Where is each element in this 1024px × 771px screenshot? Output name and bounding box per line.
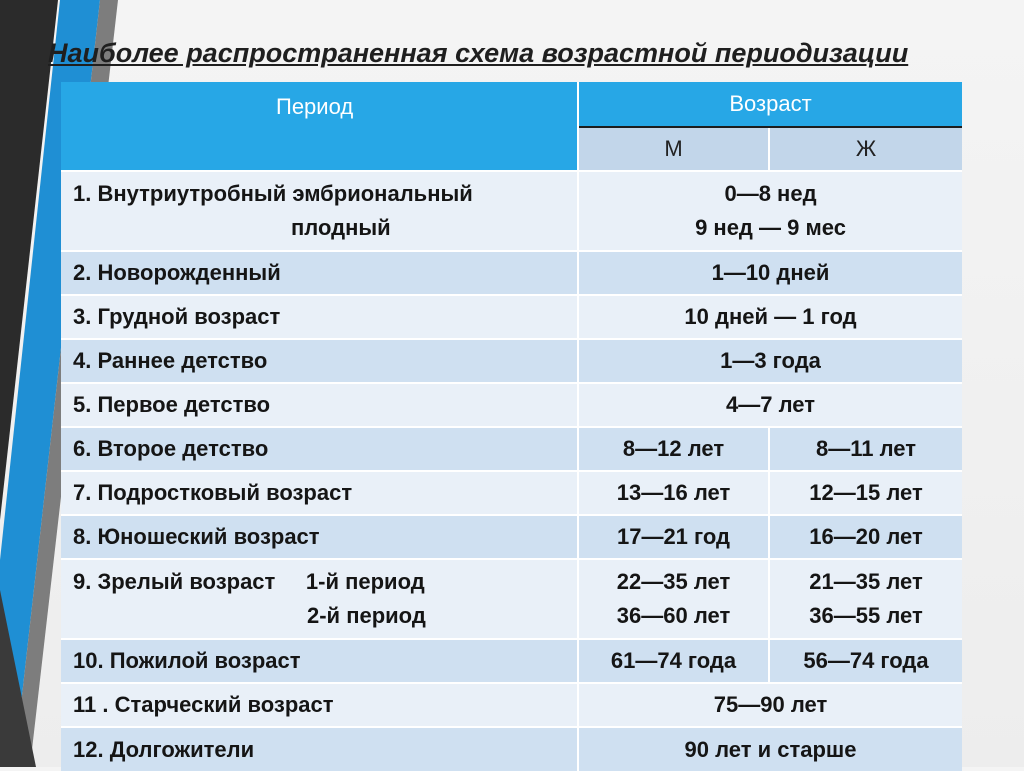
period-name-line: 2-й период bbox=[307, 603, 426, 628]
age-value: 1—3 года bbox=[578, 339, 962, 383]
age-value: 4—7 лет bbox=[578, 383, 962, 427]
page-title: Наиболее распространенная схема возрастной периодизации bbox=[48, 38, 909, 68]
period-name-line: 9. Зрелый возраст 1-й период bbox=[73, 569, 425, 594]
period-name: 11 . Старческий возраст bbox=[61, 683, 578, 727]
period-name: 12. Долгожители bbox=[61, 727, 578, 771]
period-name: 7. Подростковый возраст bbox=[61, 471, 578, 515]
age-female bbox=[769, 559, 962, 639]
table-row bbox=[61, 471, 962, 515]
period-name: 10. Пожилой возраст bbox=[61, 639, 578, 683]
table-row bbox=[61, 295, 962, 339]
table-row bbox=[61, 559, 962, 639]
table-row bbox=[61, 339, 962, 383]
age-value bbox=[578, 171, 962, 251]
period-name bbox=[61, 559, 578, 639]
period-name: 2. Новорожденный bbox=[61, 251, 578, 295]
age-female: 8—11 лет bbox=[769, 427, 962, 471]
age-male bbox=[578, 559, 769, 639]
age-value: 75—90 лет bbox=[578, 683, 962, 727]
age-line: 22—35 лет bbox=[616, 569, 731, 594]
age-line: 36—55 лет bbox=[809, 603, 923, 628]
header-male: М bbox=[578, 127, 769, 171]
table-row bbox=[61, 251, 962, 295]
header-period: Период bbox=[61, 82, 578, 171]
table-row bbox=[61, 383, 962, 427]
age-value: 1—10 дней bbox=[578, 251, 962, 295]
table-row bbox=[61, 683, 962, 727]
age-line: 21—35 лет bbox=[809, 569, 923, 594]
period-name-line: 1. Внутриутробный эмбриональный bbox=[73, 181, 473, 206]
age-line: 9 нед — 9 мес bbox=[695, 215, 846, 240]
period-name: 3. Грудной возраст bbox=[61, 295, 578, 339]
age-male: 61—74 года bbox=[578, 639, 769, 683]
age-male: 17—21 год bbox=[578, 515, 769, 559]
table-row bbox=[61, 727, 962, 771]
table-row bbox=[61, 639, 962, 683]
period-name: 8. Юношеский возраст bbox=[61, 515, 578, 559]
age-periodization-table bbox=[61, 82, 962, 771]
age-male: 8—12 лет bbox=[578, 427, 769, 471]
header-age: Возраст bbox=[578, 82, 962, 127]
period-name: 6. Второе детство bbox=[61, 427, 578, 471]
table-row bbox=[61, 171, 962, 251]
period-name: 4. Раннее детство bbox=[61, 339, 578, 383]
age-female: 12—15 лет bbox=[769, 471, 962, 515]
period-name-line: плодный bbox=[291, 215, 391, 240]
period-name: 5. Первое детство bbox=[61, 383, 578, 427]
age-value: 10 дней — 1 год bbox=[578, 295, 962, 339]
age-male: 13—16 лет bbox=[578, 471, 769, 515]
table-row bbox=[61, 427, 962, 471]
age-female: 16—20 лет bbox=[769, 515, 962, 559]
table-row bbox=[61, 515, 962, 559]
age-line: 0—8 нед bbox=[724, 181, 817, 206]
age-value: 90 лет и старше bbox=[578, 727, 962, 771]
period-name bbox=[61, 171, 578, 251]
age-female: 56—74 года bbox=[769, 639, 962, 683]
header-female: Ж bbox=[769, 127, 962, 171]
age-line: 36—60 лет bbox=[616, 603, 731, 628]
